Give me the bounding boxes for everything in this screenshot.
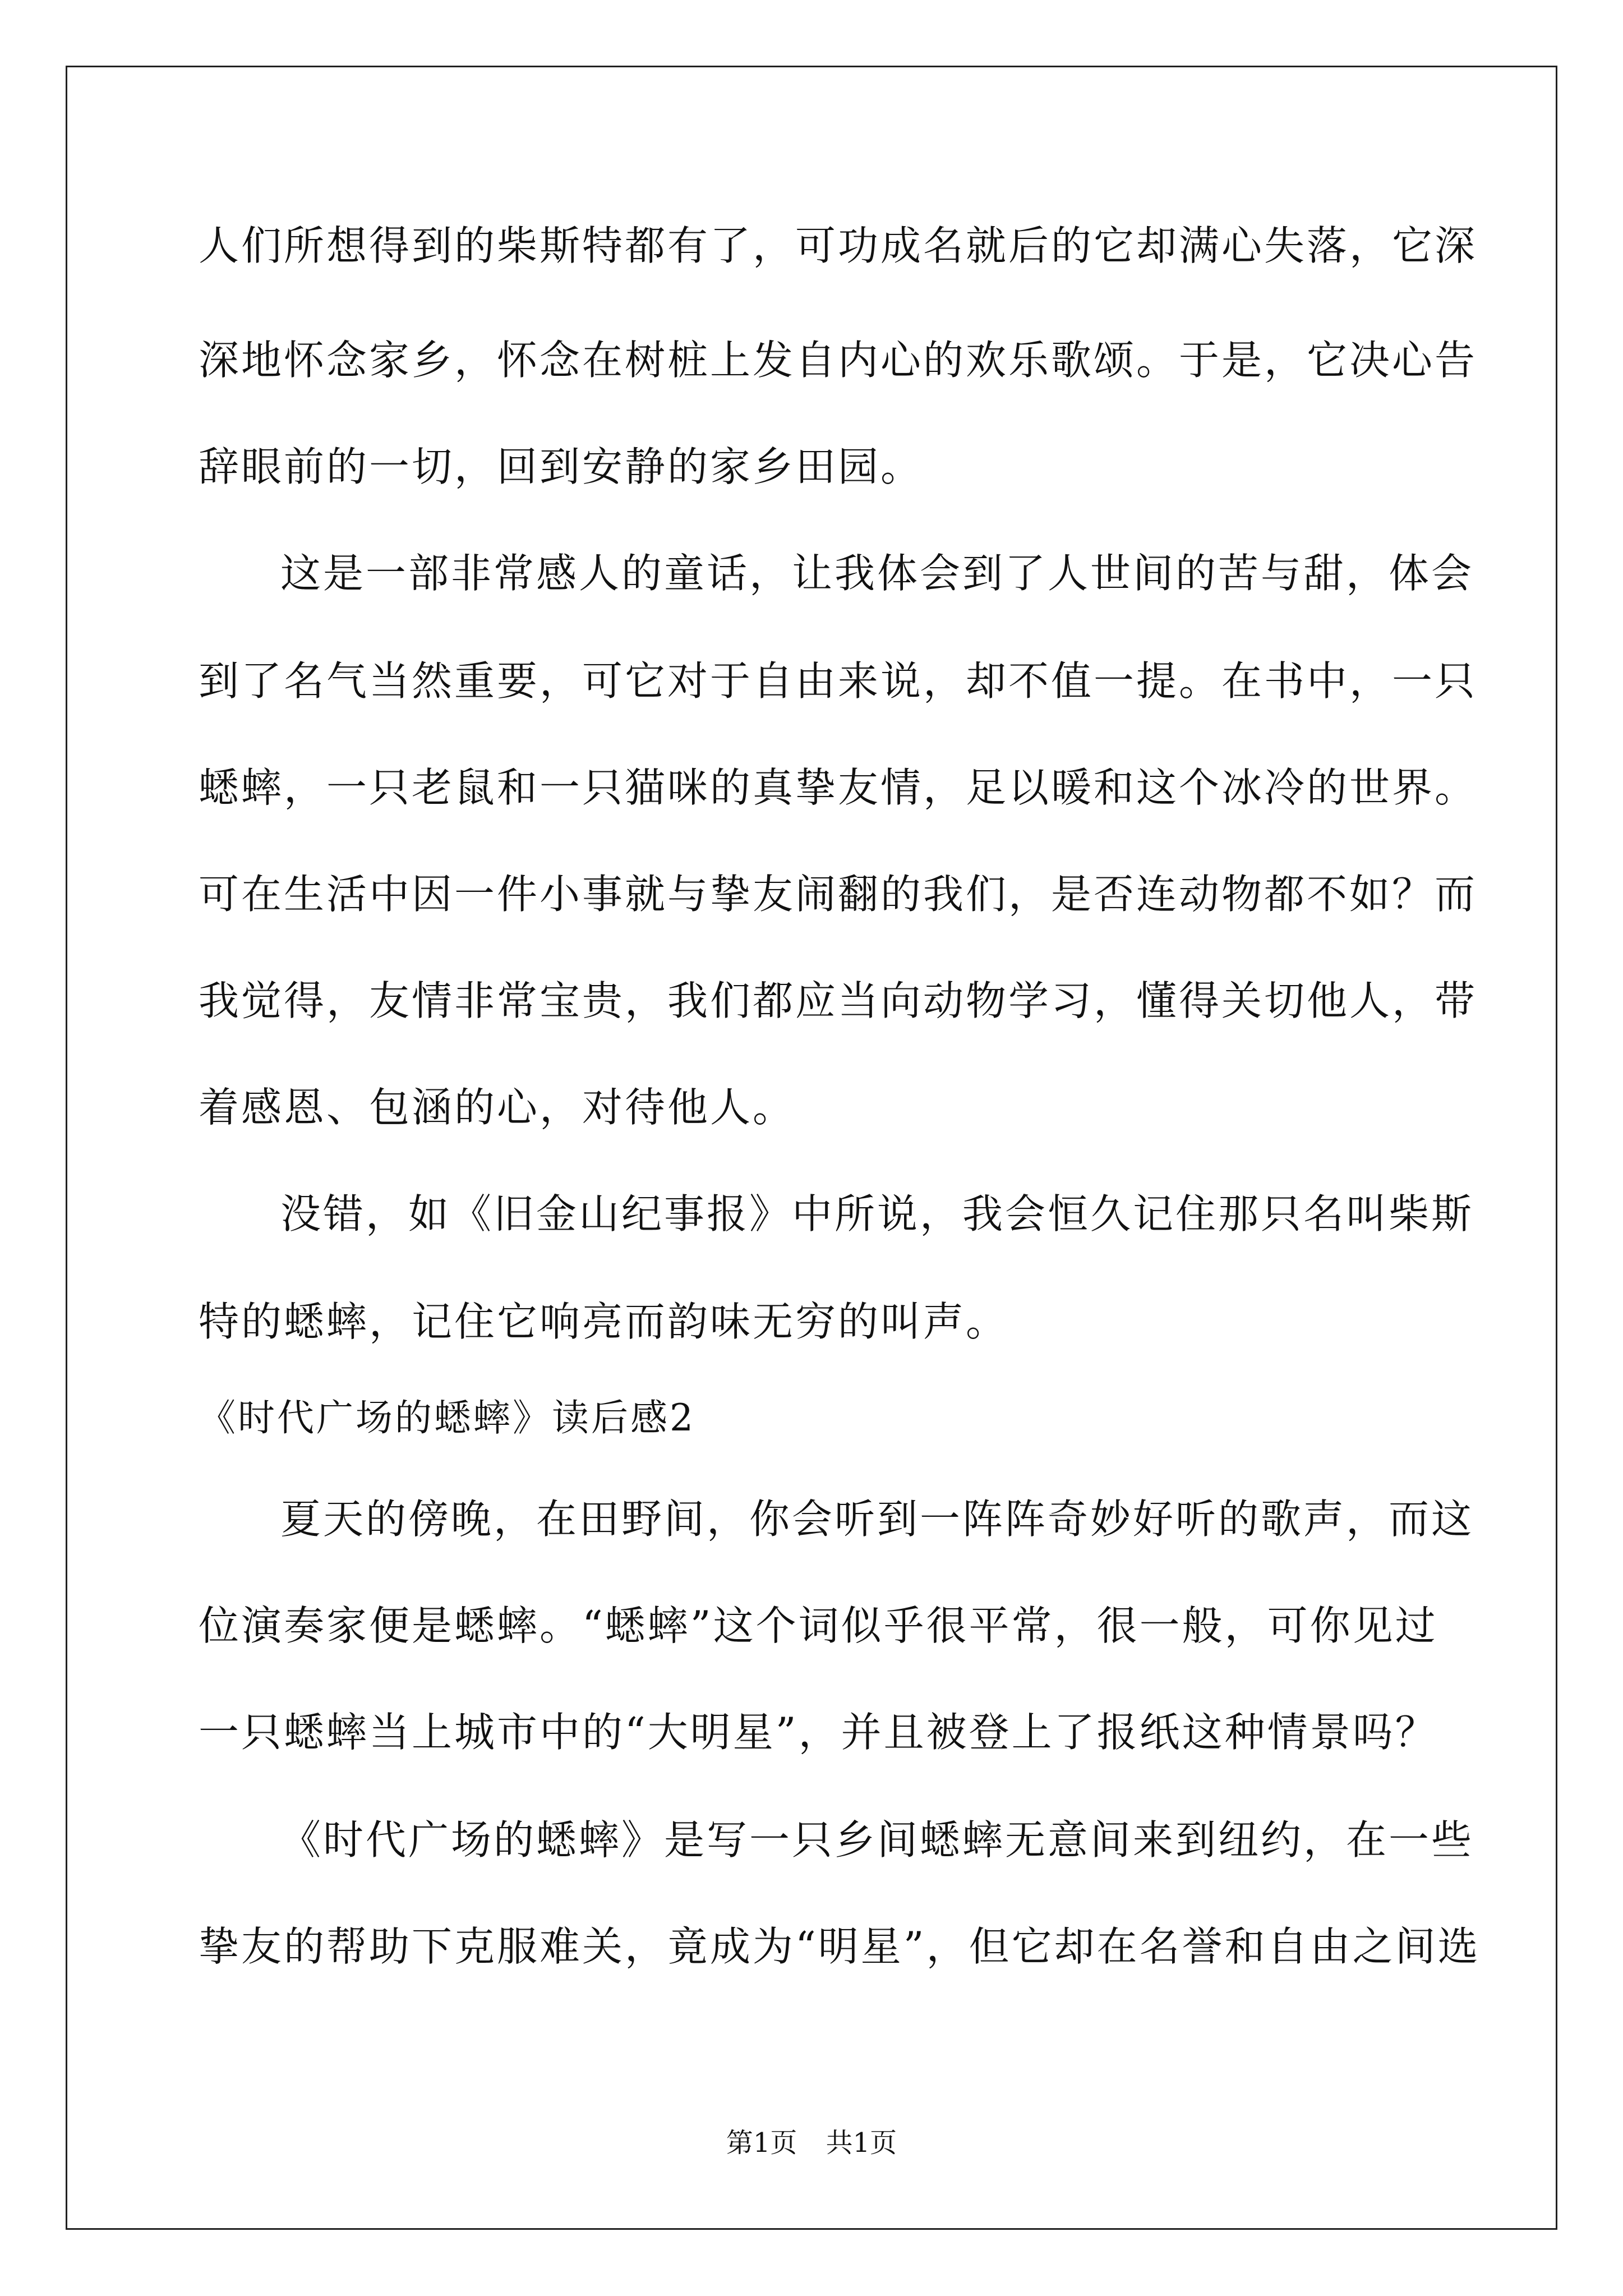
text-line: 蟋蟀，一只老鼠和一只猫咪的真挚友情，足以暖和这个冰冷的世界。 bbox=[199, 764, 1478, 811]
page-frame bbox=[66, 66, 1557, 2230]
page-total: 共1页 bbox=[826, 2127, 897, 2159]
text-line: 特的蟋蟀，记住它响亮而韵味无穷的叫声。 bbox=[199, 1298, 1009, 1345]
text-line: 位演奏家便是蟋蟀。“蟋蟀”这个词似乎很平常，很一般，可你见过 bbox=[199, 1602, 1438, 1649]
page-footer bbox=[0, 2126, 1623, 2160]
text-line: 没错，如《旧金山纪事报》中所说，我会恒久记住那只名叫柴斯 bbox=[280, 1190, 1474, 1237]
text-line: 到了名气当然重要，可它对于自由来说，却不值一提。在书中，一只 bbox=[199, 657, 1478, 705]
text-line: 这是一部非常感人的童话，让我体会到了人世间的苦与甜，体会 bbox=[280, 550, 1474, 597]
text-line: 挚友的帮助下克服难关，竟成为“明星”，但它却在名誉和自由之间选 bbox=[199, 1923, 1481, 1970]
text-line: 一只蟋蟀当上城市中的“大明星”，并且被登上了报纸这种情景吗？ bbox=[199, 1709, 1438, 1756]
text-line: 《时代广场的蟋蟀》是写一只乡间蟋蟀无意间来到纽约，在一些 bbox=[280, 1816, 1474, 1864]
text-line: 深地怀念家乡，怀念在树桩上发自内心的欢乐歌颂。于是，它决心告 bbox=[199, 337, 1478, 384]
text-line: 辞眼前的一切，回到安静的家乡田园。 bbox=[199, 443, 924, 490]
text-line: 我觉得，友情非常宝贵，我们都应当向动物学习，懂得关切他人，带 bbox=[199, 977, 1478, 1024]
text-line: 着感恩、包涵的心，对待他人。 bbox=[199, 1084, 796, 1131]
text-line: 夏天的傍晚，在田野间，你会听到一阵阵奇妙好听的歌声，而这 bbox=[280, 1496, 1474, 1543]
text-line: 人们所想得到的柴斯特都有了，可功成名就后的它却满心失落，它深 bbox=[199, 222, 1478, 269]
section-heading: 《时代广场的蟋蟀》读后感2 bbox=[199, 1396, 695, 1439]
text-line: 可在生活中因一件小事就与挚友闹翻的我们，是否连动物都不如？而 bbox=[199, 871, 1478, 918]
page-number: 第1页 bbox=[726, 2127, 797, 2159]
